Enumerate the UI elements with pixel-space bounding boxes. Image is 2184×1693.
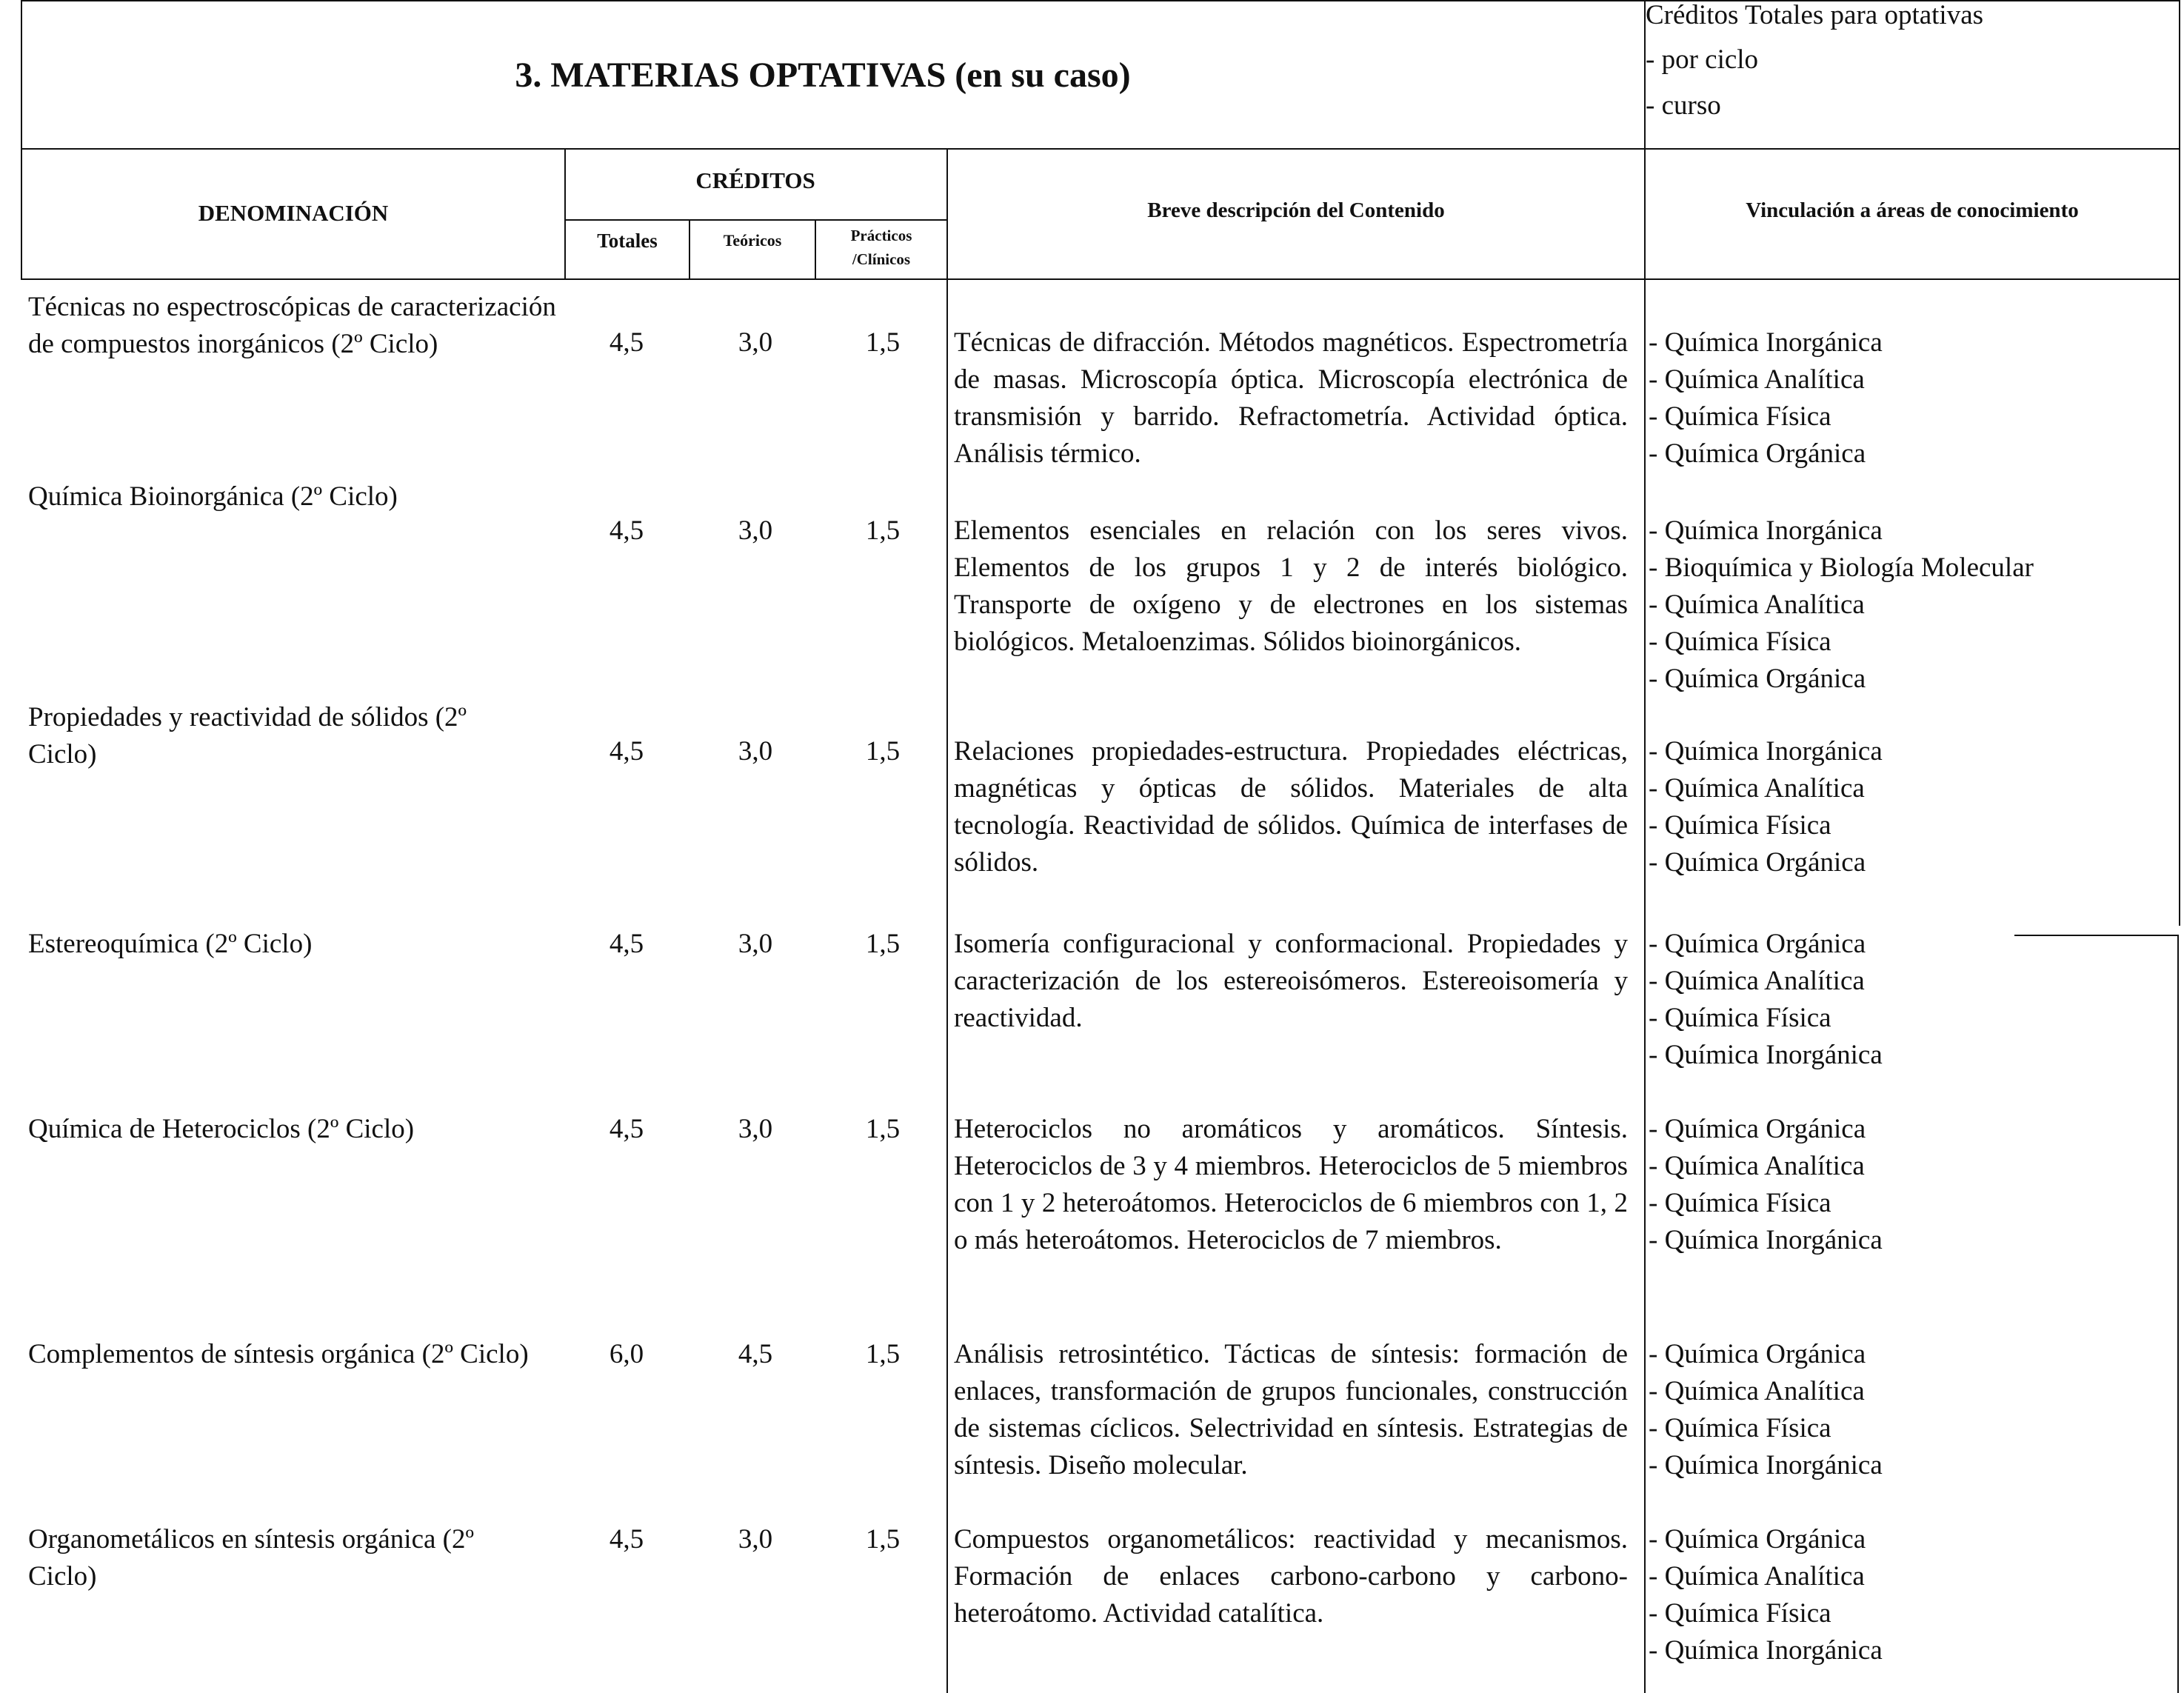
area-item: - Química Inorgánica xyxy=(1649,736,1883,767)
creditos-practicos: 1,5 xyxy=(865,327,901,358)
creditos-totales: 4,5 xyxy=(609,515,644,546)
creditos-teoricos: 3,0 xyxy=(738,327,773,358)
area-item: - Química Orgánica xyxy=(1649,929,1866,959)
course-name: Química de Heterociclos (2º Ciclo) xyxy=(28,1114,415,1144)
creditos-practicos: 1,5 xyxy=(865,1524,901,1555)
creditos-practicos: 1,5 xyxy=(865,736,901,767)
creditos-teoricos: 4,5 xyxy=(738,1339,773,1369)
course-description: Relaciones propiedades-estructura. Propiedades eléctricas, magnéticas y ópticas de sólidos. Materiales de alta tecnología. Reactividad de sólidos. Química de interfases de sólidos. xyxy=(954,736,1628,878)
course-areas xyxy=(1649,733,1883,881)
area-item: - Química Inorgánica xyxy=(1649,1450,1883,1480)
area-item: - Química Física xyxy=(1649,1003,1831,1033)
creditos-totales: 4,5 xyxy=(609,327,644,358)
course-description: Compuestos organometálicos: reactividad y mecanismos. Formación de enlaces carbono-carbono y carbono-heteroátomo. Actividad catalítica. xyxy=(954,1524,1628,1629)
area-item: - Química Analítica xyxy=(1649,966,1865,996)
creditos-practicos: 1,5 xyxy=(865,1339,901,1369)
creditos-totales: 4,5 xyxy=(609,929,644,959)
header-descripcion: Breve descripción del Contenido xyxy=(1147,198,1445,222)
creditos-teoricos: 3,0 xyxy=(738,929,773,959)
header-denominacion: DENOMINACIÓN xyxy=(198,200,389,226)
area-item: - Química Física xyxy=(1649,1188,1831,1218)
creditos-subheader-line xyxy=(564,219,946,221)
area-item: - Química Analítica xyxy=(1649,1151,1865,1181)
area-item: - Química Orgánica xyxy=(1649,438,1866,469)
creditos-totales: 4,5 xyxy=(609,1114,644,1144)
totals-box-title: Créditos Totales para optativas xyxy=(1646,0,1984,30)
course-description: Análisis retrosintético. Tácticas de síntesis: formación de enlaces, transformación de grupos funcionales, construcción de sistemas cíclicos. Selectrividad en síntesis. Estrategias de síntesis. Diseño molecular. xyxy=(954,1339,1628,1480)
area-item: - Química Orgánica xyxy=(1649,1114,1866,1144)
course-areas xyxy=(1649,1111,1883,1259)
area-item: - Química Analítica xyxy=(1649,1561,1865,1592)
title-bottom-border xyxy=(22,148,2179,150)
area-item: - Química Orgánica xyxy=(1649,1524,1866,1555)
col-divider-descripcion xyxy=(946,148,948,1693)
header-teoricos: Teóricos xyxy=(723,231,782,250)
course-description: Isomería configuracional y conformacional. Propiedades y caracterización de los estereoisómeros. Estereoisomería y reactividad. xyxy=(954,929,1628,1033)
area-item: - Química Física xyxy=(1649,1413,1831,1443)
area-item: - Química Física xyxy=(1649,627,1831,657)
creditos-teoricos: 3,0 xyxy=(738,1114,773,1144)
area-item: - Química Física xyxy=(1649,810,1831,841)
area-item: - Química Inorgánica xyxy=(1649,1635,1883,1666)
course-description: Heterociclos no aromáticos y aromáticos. Síntesis. Heterociclos de 3 y 4 miembros. Heterociclos de 5 miembros con 1 y 2 heteroátomos. Heterociclos de 6 miembros con 1, 2 o más heteroátomos. Heterociclos de 7 miembros. xyxy=(954,1114,1628,1255)
course-description: Elementos esenciales en relación con los seres vivos. Elementos de los grupos 1 y 2 de interés biológico. Transporte de oxígeno y de electrones en los sistemas biológicos. Metaloenzimas. Sólidos bioinorgánicos. xyxy=(954,515,1628,657)
creditos-teoricos: 3,0 xyxy=(738,736,773,767)
creditos-practicos: 1,5 xyxy=(865,929,901,959)
header-clinicos: /Clínicos xyxy=(852,250,911,268)
course-description: Técnicas de difracción. Métodos magnéticos. Espectrometría de masas. Microscopía óptica. Microscopía electrónica de transmisión y barrido. Refractometría. Actividad óptica. Análisis térmico. xyxy=(954,327,1628,469)
course-name: Técnicas no espectroscópicas de caracterización de compuestos inorgánicos (2º Ciclo) xyxy=(28,292,556,359)
area-item: - Química Inorgánica xyxy=(1649,1040,1883,1070)
course-areas xyxy=(1649,512,2034,698)
creditos-totales: 6,0 xyxy=(609,1339,644,1369)
area-item: - Química Analítica xyxy=(1649,364,1865,395)
course-areas xyxy=(1649,1336,1883,1484)
header-bottom-border xyxy=(22,278,2179,280)
course-areas xyxy=(1649,1521,1883,1669)
area-item: - Química Inorgánica xyxy=(1649,515,1883,546)
area-item: - Química Física xyxy=(1649,401,1831,432)
creditos-totales: 4,5 xyxy=(609,1524,644,1555)
creditos-teoricos: 3,0 xyxy=(738,1524,773,1555)
area-item: - Química Inorgánica xyxy=(1649,327,1883,358)
creditos-totales: 4,5 xyxy=(609,736,644,767)
area-item: - Química Orgánica xyxy=(1649,1339,1866,1369)
title-divider xyxy=(1644,0,1646,1693)
right-partial-border xyxy=(2177,935,2179,1693)
section-title: 3. MATERIAS OPTATIVAS (en su caso) xyxy=(515,56,1131,95)
totals-box-item: - por ciclo xyxy=(1646,44,1759,75)
area-item: - Química Orgánica xyxy=(1649,664,1866,694)
course-name: Química Bioinorgánica (2º Ciclo) xyxy=(28,481,398,512)
course-name: Estereoquímica (2º Ciclo) xyxy=(28,929,313,959)
course-areas xyxy=(1649,926,1883,1074)
area-item: - Química Física xyxy=(1649,1598,1831,1629)
left-border xyxy=(21,0,22,280)
course-name: Propiedades y reactividad de sólidos (2º Ciclo) xyxy=(28,702,467,769)
creditos-practicos: 1,5 xyxy=(865,1114,901,1144)
header-creditos: CRÉDITOS xyxy=(695,167,815,193)
right-border xyxy=(2179,0,2180,926)
course-name: Complementos de síntesis orgánica (2º Ciclo) xyxy=(28,1339,529,1369)
area-item: - Química Analítica xyxy=(1649,1376,1865,1406)
creditos-practicos: 1,5 xyxy=(865,515,901,546)
area-item: - Química Orgánica xyxy=(1649,847,1866,878)
area-item: - Bioquímica y Biología Molecular xyxy=(1649,552,2034,583)
totals-box-item: - curso xyxy=(1646,90,1721,121)
course-areas xyxy=(1649,324,1883,472)
header-vinculacion: Vinculación a áreas de conocimiento xyxy=(1746,198,2079,222)
header-totales: Totales xyxy=(597,230,658,252)
area-item: - Química Analítica xyxy=(1649,773,1865,804)
course-name: Organometálicos en síntesis orgánica (2º Ciclo) xyxy=(28,1524,474,1592)
creditos-teoricos: 3,0 xyxy=(738,515,773,546)
area-item: - Química Inorgánica xyxy=(1649,1225,1883,1255)
right-partial-line xyxy=(2014,935,2179,936)
header-practicos: Prácticos xyxy=(850,227,912,244)
area-item: - Química Analítica xyxy=(1649,590,1865,620)
